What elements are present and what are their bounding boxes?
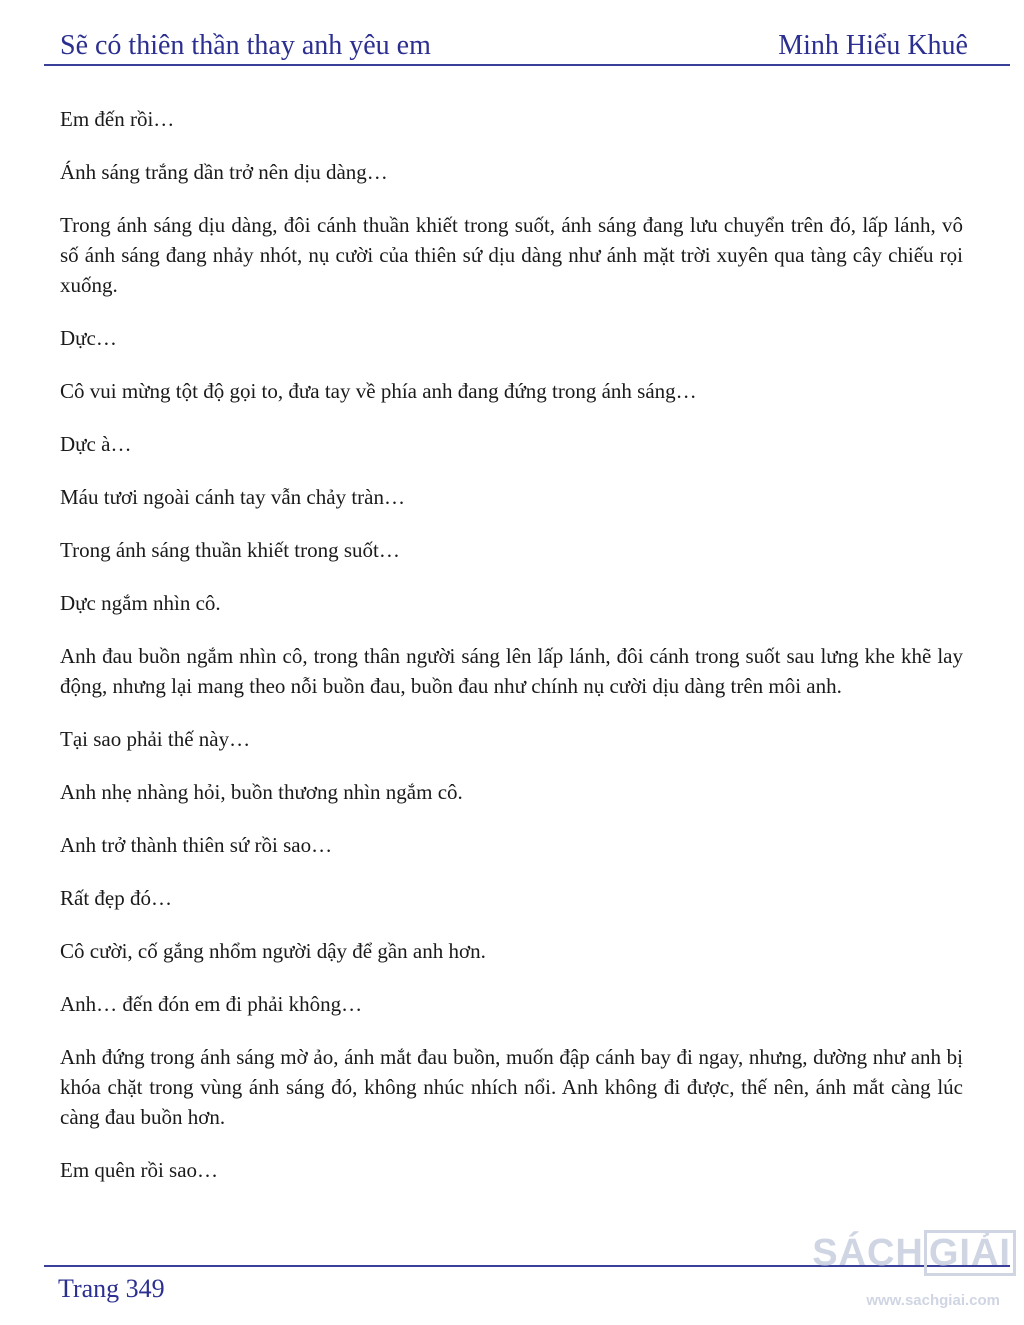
- paragraph: Anh nhẹ nhàng hỏi, buồn thương nhìn ngắm cô.: [60, 780, 463, 804]
- paragraph: Anh… đến đón em đi phải không…: [60, 992, 363, 1016]
- paragraph: Trong ánh sáng dịu dàng, đôi cánh thuần khiết trong suốt, ánh sáng đang lưu chuyển trên đó, lấp lánh, vô số ánh sáng đang nhảy nhót, nụ cười của thiên sứ dịu dàng như ánh mặt trời xuyên qua tàng cây chiếu rọi xuống.: [60, 213, 963, 297]
- paragraph: Anh đau buồn ngắm nhìn cô, trong thân người sáng lên lấp lánh, đôi cánh trong suốt sau lưng khe khẽ lay động, nhưng lại mang theo nỗi buồn đau, buồn đau như chính nụ cười dịu dàng trên môi anh.: [60, 644, 963, 698]
- paragraph: Tại sao phải thế này…: [60, 727, 251, 751]
- watermark-brand: [812, 1230, 1016, 1276]
- header-divider: [44, 64, 1010, 66]
- watermark-brand-left: SÁCH: [812, 1232, 924, 1274]
- paragraph: Dực ngắm nhìn cô.: [60, 591, 221, 615]
- page-number: Trang 349: [58, 1274, 165, 1303]
- book-title: Sẽ có thiên thần thay anh yêu em: [60, 30, 431, 61]
- watermark-url: www.sachgiai.com: [866, 1292, 1000, 1309]
- paragraph: Em đến rồi…: [60, 107, 175, 131]
- watermark-brand-right: GIẢI: [924, 1230, 1016, 1276]
- paragraph: Cô vui mừng tột độ gọi to, đưa tay về phía anh đang đứng trong ánh sáng…: [60, 379, 697, 403]
- paragraph: Dực à…: [60, 432, 132, 456]
- paragraph: Anh đứng trong ánh sáng mờ ảo, ánh mắt đau buồn, muốn đập cánh bay đi ngay, nhưng, dường như anh bị khóa chặt trong vùng ánh sáng đó, không nhúc nhích nổi. Anh không đi được, thế nên, ánh mắt càng lúc càng đau buồn hơn.: [60, 1045, 963, 1129]
- paragraph: Ánh sáng trắng dần trở nên dịu dàng…: [60, 160, 388, 184]
- author-name: Minh Hiểu Khuê: [778, 30, 968, 61]
- paragraph: Dực…: [60, 326, 117, 350]
- paragraph: Anh trở thành thiên sứ rồi sao…: [60, 833, 333, 857]
- paragraph: Em quên rồi sao…: [60, 1158, 219, 1182]
- page-body: [60, 104, 963, 1208]
- watermark-logo: [810, 1222, 1020, 1322]
- paragraph: Máu tươi ngoài cánh tay vẫn chảy tràn…: [60, 485, 405, 509]
- page-header: [60, 22, 968, 62]
- paragraph: Rất đẹp đó…: [60, 886, 172, 910]
- paragraph: Trong ánh sáng thuần khiết trong suốt…: [60, 538, 400, 562]
- paragraph: Cô cười, cố gắng nhổm người dậy để gần anh hơn.: [60, 939, 486, 963]
